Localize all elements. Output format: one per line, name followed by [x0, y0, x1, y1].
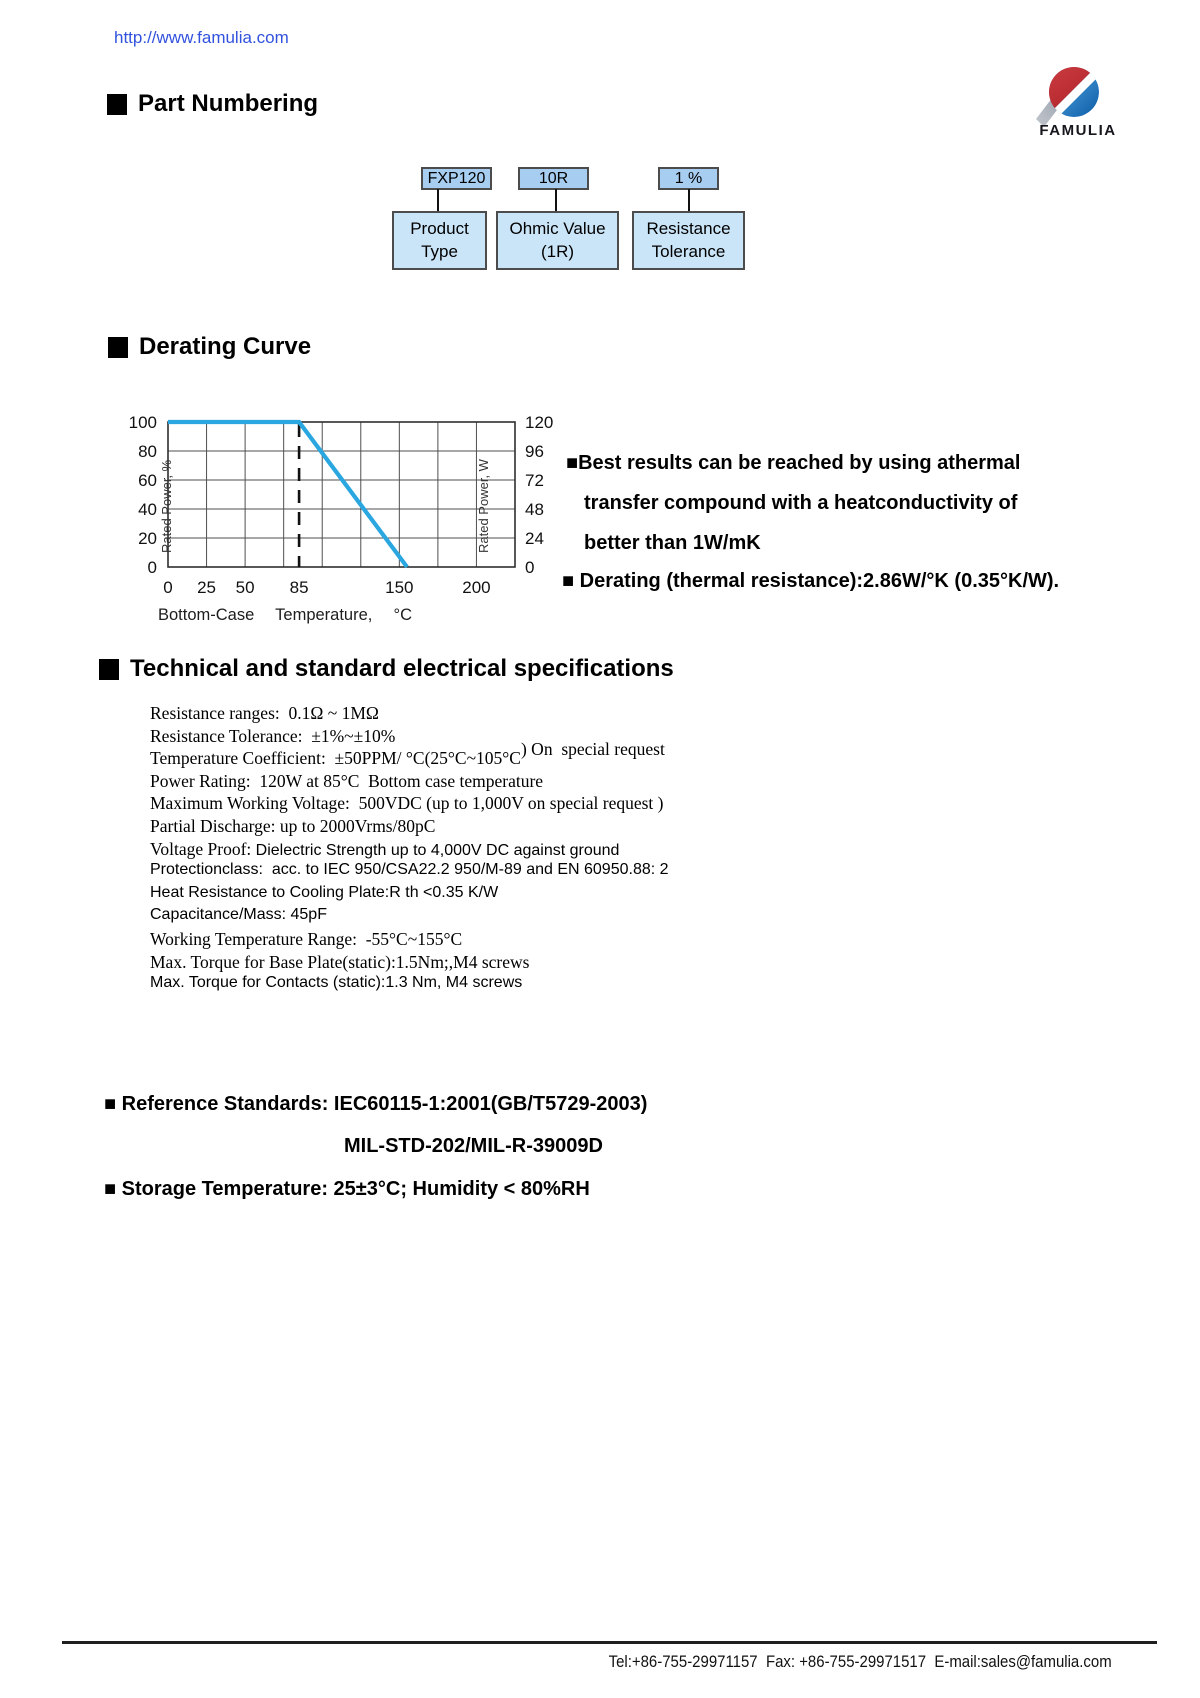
x-tick: 150 [385, 578, 414, 597]
spec-text: Resistance Tolerance: ±1%~±10% [150, 725, 396, 746]
derating-note-line: ■Best results can be reached by using athermal [566, 452, 1021, 474]
derating-note-thermal-resistance: ■ Derating (thermal resistance):2.86W/°K (0.35°K/W). [562, 570, 1060, 592]
part-label-box-tolerance [632, 211, 745, 270]
y-right-tick: 48 [525, 500, 544, 519]
connector-line [688, 189, 690, 211]
y-left-tick: 100 [128, 413, 157, 432]
x-tick: 50 [235, 578, 255, 597]
section-bullet-icon [99, 659, 119, 680]
spec-line [150, 952, 669, 975]
spec-text: Max. Torque for Contacts (static):1.3 Nm, M4 screws [150, 974, 523, 992]
derating-note-line: better than 1W/mK [584, 532, 761, 554]
x-tick: 0 [163, 578, 173, 597]
part-code-box-product-type: FXP120 [421, 167, 492, 190]
part-code-box-ohmic-value: 10R [518, 167, 589, 190]
spec-line [150, 739, 669, 771]
y-axis-left-title: Rated Power, % [159, 459, 174, 553]
section-title: Technical and standard electrical specifications [130, 655, 674, 682]
y-right-tick: 24 [525, 529, 544, 548]
spec-text: Working Temperature Range: -55°C~155°C [150, 928, 463, 949]
spec-text: Capacitance/Mass: 45pF [150, 906, 327, 924]
spec-line [150, 839, 669, 862]
part-label-line: Tolerance [651, 242, 726, 262]
section-title: Derating Curve [139, 333, 312, 360]
technical-specs-list [150, 703, 669, 997]
spec-line [150, 974, 669, 997]
y-left-tick: 0 [147, 558, 157, 577]
part-code-box-tolerance: 1 % [658, 167, 719, 190]
y-left-tick: 60 [138, 471, 157, 490]
spec-text: Max. Torque for Base Plate(static):1.5Nm;,M4 screws [150, 951, 530, 972]
x-tick: 85 [289, 578, 309, 597]
brand-name: FAMULIA [1039, 122, 1117, 139]
y-right-tick: 0 [525, 558, 535, 577]
website-link[interactable]: http://www.famulia.com [114, 28, 289, 47]
famulia-logo [1000, 55, 1140, 150]
y-axis-right-title: Rated Power, W [476, 459, 491, 553]
derating-note-thermal-compound [566, 443, 1020, 563]
connector-line [437, 189, 439, 211]
storage-temperature-line: ■ Storage Temperature: 25±3°C; Humidity < 80%RH [104, 1178, 590, 1200]
part-label-line: Product [410, 218, 469, 238]
spec-line [150, 703, 669, 726]
connector-line [555, 189, 557, 211]
y-right-tick: 96 [525, 442, 544, 461]
part-label-box-product-type [392, 211, 487, 270]
spec-text: Voltage Proof: [150, 838, 256, 859]
spec-line [150, 816, 669, 839]
x-axis-title: Bottom-Case Temperature, °C [158, 606, 413, 624]
footer-contact-info: Tel:+86-755-29971157 Fax: +86-755-29971517 E-mail:sales@famulia.com [608, 1652, 1112, 1671]
reference-standards-line2: MIL-STD-202/MIL-R-39009D [344, 1135, 603, 1157]
section-title: Part Numbering [138, 90, 319, 117]
section-heading-part-numbering [107, 90, 318, 118]
spec-text: Dielectric Strength up to 4,000V DC against ground [255, 841, 620, 859]
section-heading-derating-curve [108, 333, 311, 361]
spec-line [150, 771, 669, 794]
spec-text: Heat Resistance to Cooling Plate:R th <0.35 K/W [150, 883, 499, 901]
spec-text: Temperature Coefficient: ±50PPM/ °C(25°C~105°C [150, 748, 521, 769]
y-right-tick: 72 [525, 471, 544, 490]
spec-text: Maximum Working Voltage: 500VDC (up to 1,000V on special request ) [150, 793, 664, 814]
part-label-line: Type [421, 242, 458, 262]
spec-text: Partial Discharge: up to 2000Vrms/80pC [150, 815, 436, 836]
spec-line [150, 861, 669, 884]
part-label-line: Ohmic Value [509, 218, 606, 238]
plot-border [168, 422, 515, 567]
section-heading-technical-specs [99, 655, 674, 683]
y-left-tick: 20 [138, 529, 157, 548]
section-bullet-icon [108, 337, 128, 358]
spec-text: ) On special request [520, 739, 665, 760]
part-label-line: Resistance [646, 218, 731, 238]
x-tick: 200 [462, 578, 491, 597]
spec-line [150, 793, 669, 816]
footer-divider [62, 1641, 1157, 1644]
section-bullet-icon [107, 94, 127, 115]
derating-note-line: transfer compound with a heatconductivity of [584, 492, 1018, 514]
spec-line [150, 884, 669, 907]
y-left-tick: 80 [138, 442, 157, 461]
y-right-tick: 120 [525, 413, 554, 432]
reference-standards-line: ■ Reference Standards: IEC60115-1:2001(GB/T5729-2003) [104, 1093, 648, 1115]
spec-line [150, 929, 669, 952]
spec-text: Resistance ranges: 0.1Ω ~ 1MΩ [150, 703, 379, 723]
spec-text: Protectionclass: acc. to IEC 950/CSA22.2 950/M-89 and EN 60950.88: 2 [150, 861, 669, 879]
derating-line [168, 422, 407, 567]
x-tick: 25 [197, 578, 217, 597]
part-label-line: (1R) [540, 242, 575, 262]
y-left-tick: 40 [138, 500, 157, 519]
part-label-box-ohmic-value [496, 211, 619, 270]
spec-text: Power Rating: 120W at 85°C Bottom case temperature [150, 770, 544, 791]
spec-line [150, 906, 669, 929]
